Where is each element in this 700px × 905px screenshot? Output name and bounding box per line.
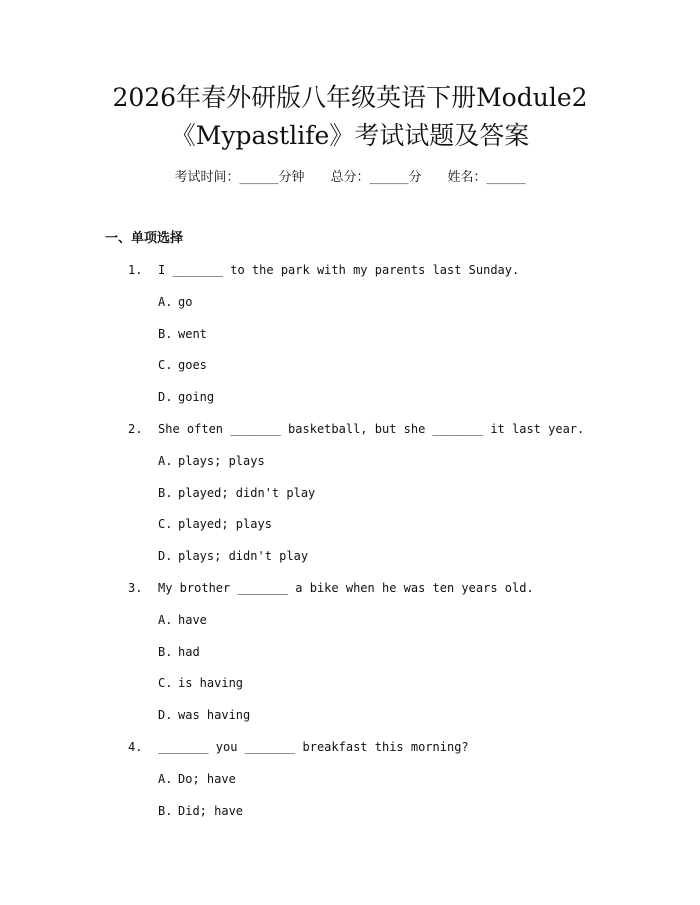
option-letter: C. bbox=[158, 517, 173, 532]
option-text: plays; plays bbox=[178, 453, 265, 468]
answer-option bbox=[158, 451, 265, 471]
question-stem bbox=[128, 578, 534, 598]
option-letter: D. bbox=[158, 390, 173, 405]
answer-option bbox=[158, 324, 207, 344]
answer-option bbox=[158, 705, 250, 725]
option-letter: A. bbox=[158, 453, 173, 468]
option-text: had bbox=[178, 644, 200, 659]
page-title-line-1: 2026年春外研版八年级英语下册Module2 bbox=[112, 83, 588, 112]
question-number: 4. bbox=[128, 740, 143, 754]
option-letter: B. bbox=[158, 803, 173, 818]
total-score-field: 总分：______分 bbox=[330, 170, 422, 185]
option-text: have bbox=[178, 612, 207, 627]
answer-option bbox=[158, 355, 207, 375]
answer-option bbox=[158, 801, 243, 821]
option-text: goes bbox=[178, 358, 207, 373]
option-text: Do; have bbox=[178, 771, 236, 786]
student-name-field: 姓名：______ bbox=[447, 170, 526, 185]
question-number: 1. bbox=[128, 263, 143, 277]
option-letter: B. bbox=[158, 326, 173, 341]
answer-option bbox=[158, 769, 236, 789]
option-text: was having bbox=[178, 708, 251, 723]
answer-option bbox=[158, 292, 192, 312]
option-text: is having bbox=[178, 676, 244, 691]
exam-time-field: 考试时间：______分钟 bbox=[174, 170, 305, 185]
question-text: I _______ to the park with my parents last Sunday. bbox=[158, 263, 520, 277]
option-text: went bbox=[178, 326, 207, 341]
answer-option bbox=[158, 610, 207, 630]
option-text: plays; didn't play bbox=[178, 549, 309, 564]
option-text: played; didn't play bbox=[178, 485, 316, 500]
answer-option bbox=[158, 673, 243, 693]
option-letter: A. bbox=[158, 294, 173, 309]
option-letter: B. bbox=[158, 485, 173, 500]
answer-option bbox=[158, 514, 272, 534]
option-text: go bbox=[178, 294, 193, 309]
question-text: My brother _______ a bike when he was ten years old. bbox=[158, 581, 534, 595]
question-stem bbox=[128, 260, 519, 280]
question-number: 2. bbox=[128, 422, 143, 436]
option-letter: D. bbox=[158, 708, 173, 723]
answer-option bbox=[158, 483, 315, 503]
option-letter: C. bbox=[158, 358, 173, 373]
option-letter: C. bbox=[158, 676, 173, 691]
answer-option bbox=[158, 387, 214, 407]
question-text: _______ you _______ breakfast this morning? bbox=[158, 740, 469, 754]
option-text: going bbox=[178, 390, 215, 405]
option-letter: A. bbox=[158, 771, 173, 786]
option-text: Did; have bbox=[178, 803, 244, 818]
question-number: 3. bbox=[128, 581, 143, 595]
page-title-line-2: 《Mypastlife》考试试题及答案 bbox=[170, 121, 530, 150]
answer-option bbox=[158, 642, 200, 662]
question-stem bbox=[128, 737, 469, 757]
question-stem bbox=[128, 419, 584, 439]
question-text: She often _______ basketball, but she _______ it last year. bbox=[158, 422, 585, 436]
option-letter: B. bbox=[158, 644, 173, 659]
option-letter: D. bbox=[158, 549, 173, 564]
option-text: played; plays bbox=[178, 517, 272, 532]
answer-option bbox=[158, 546, 308, 566]
option-letter: A. bbox=[158, 612, 173, 627]
exam-info-line bbox=[0, 168, 700, 188]
section-heading: 一、单项选择 bbox=[105, 231, 184, 246]
